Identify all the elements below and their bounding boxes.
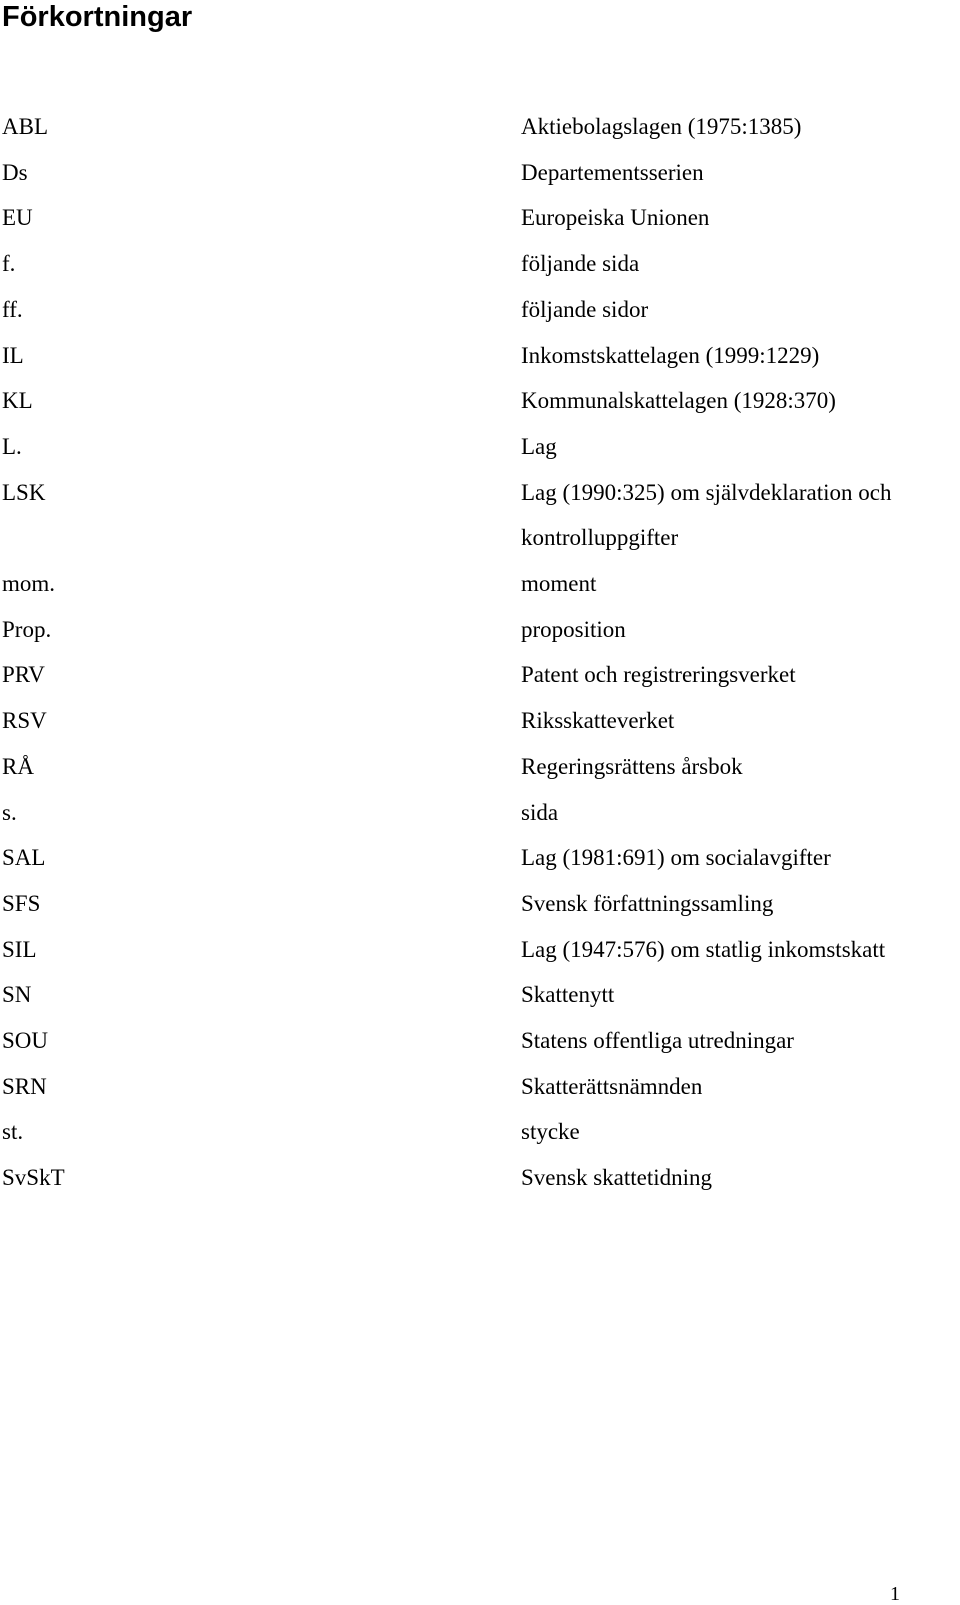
abbreviation-meaning: proposition [521,616,626,642]
abbreviation: ff. [2,296,23,322]
list-item [0,607,960,653]
abbreviation: L. [2,433,22,459]
list-item [0,424,960,470]
abbreviation: SvSkT [2,1165,65,1191]
abbreviation-meaning: Lag [521,433,557,459]
list-item [0,790,960,836]
list-item [0,881,960,927]
list-item [0,1064,960,1110]
abbreviation: RÅ [2,753,34,779]
abbreviation: f. [2,251,16,277]
list-item [0,241,960,287]
abbreviation-meaning: Svensk författningssamling [521,890,774,916]
list-item [0,1155,960,1201]
abbreviation: LSK [2,479,46,505]
list-item [0,378,960,424]
abbreviation: SRN [2,1073,47,1099]
abbreviation-list [0,104,960,1201]
abbreviation: IL [2,342,24,368]
list-item [0,698,960,744]
list-item [0,1109,960,1155]
abbreviation: SFS [2,890,41,916]
abbreviation: PRV [2,662,45,688]
abbreviation-meaning: Departementsserien [521,159,704,185]
list-item [0,333,960,379]
list-item [0,195,960,241]
list-item [0,927,960,973]
abbreviation-meaning: Skattenytt [521,982,615,1008]
abbreviation-meaning: Riksskatteverket [521,708,675,734]
list-item [0,1018,960,1064]
abbreviation: EU [2,205,33,231]
abbreviation-meaning: Inkomstskattelagen (1999:1229) [521,342,820,368]
abbreviation-meaning: Regeringsrättens årsbok [521,753,743,779]
abbreviation: SOU [2,1028,49,1054]
abbreviation: RSV [2,708,47,734]
abbreviation-meaning: stycke [521,1119,580,1145]
abbreviation-meaning: följande sida [521,251,640,277]
abbreviation-meaning: Skatterättsnämnden [521,1073,703,1099]
abbreviation-meaning: Statens offentliga utredningar [521,1028,794,1054]
page-title: Förkortningar [2,1,193,33]
abbreviation: s. [2,799,17,825]
abbreviation-meaning: Aktiebolagslagen (1975:1385) [521,114,802,139]
abbreviation: mom. [2,571,56,597]
list-item [0,972,960,1018]
abbreviation: ABL [2,114,48,139]
abbreviation-meaning: Patent och registreringsverket [521,662,796,688]
abbreviation-meaning: moment [521,571,597,597]
list-item [0,104,960,150]
abbreviation-meaning: Lag (1990:325) om självdeklaration och kontrolluppgifter [521,479,892,551]
abbreviation-meaning: sida [521,799,559,825]
abbreviation: st. [2,1119,24,1145]
list-item [0,835,960,881]
abbreviation: Prop. [2,616,52,642]
abbreviation: SN [2,982,32,1008]
list-item [0,287,960,333]
abbreviation-meaning: Europeiska Unionen [521,205,710,231]
abbreviation-meaning: Svensk skattetidning [521,1165,713,1191]
list-item [0,561,960,607]
list-item [0,470,960,561]
abbreviation: SIL [2,936,37,962]
abbreviation: SAL [2,845,46,871]
list-item [0,652,960,698]
list-item [0,744,960,790]
abbreviation-meaning: Lag (1947:576) om statlig inkomstskatt [521,936,886,962]
list-item [0,150,960,196]
abbreviation: Ds [2,159,28,185]
abbreviation: KL [2,388,33,414]
abbreviation-meaning: följande sidor [521,296,649,322]
page-number: 1 [890,1583,900,1605]
abbreviation-meaning: Kommunalskattelagen (1928:370) [521,388,836,414]
abbreviation-meaning: Lag (1981:691) om socialavgifter [521,845,831,871]
